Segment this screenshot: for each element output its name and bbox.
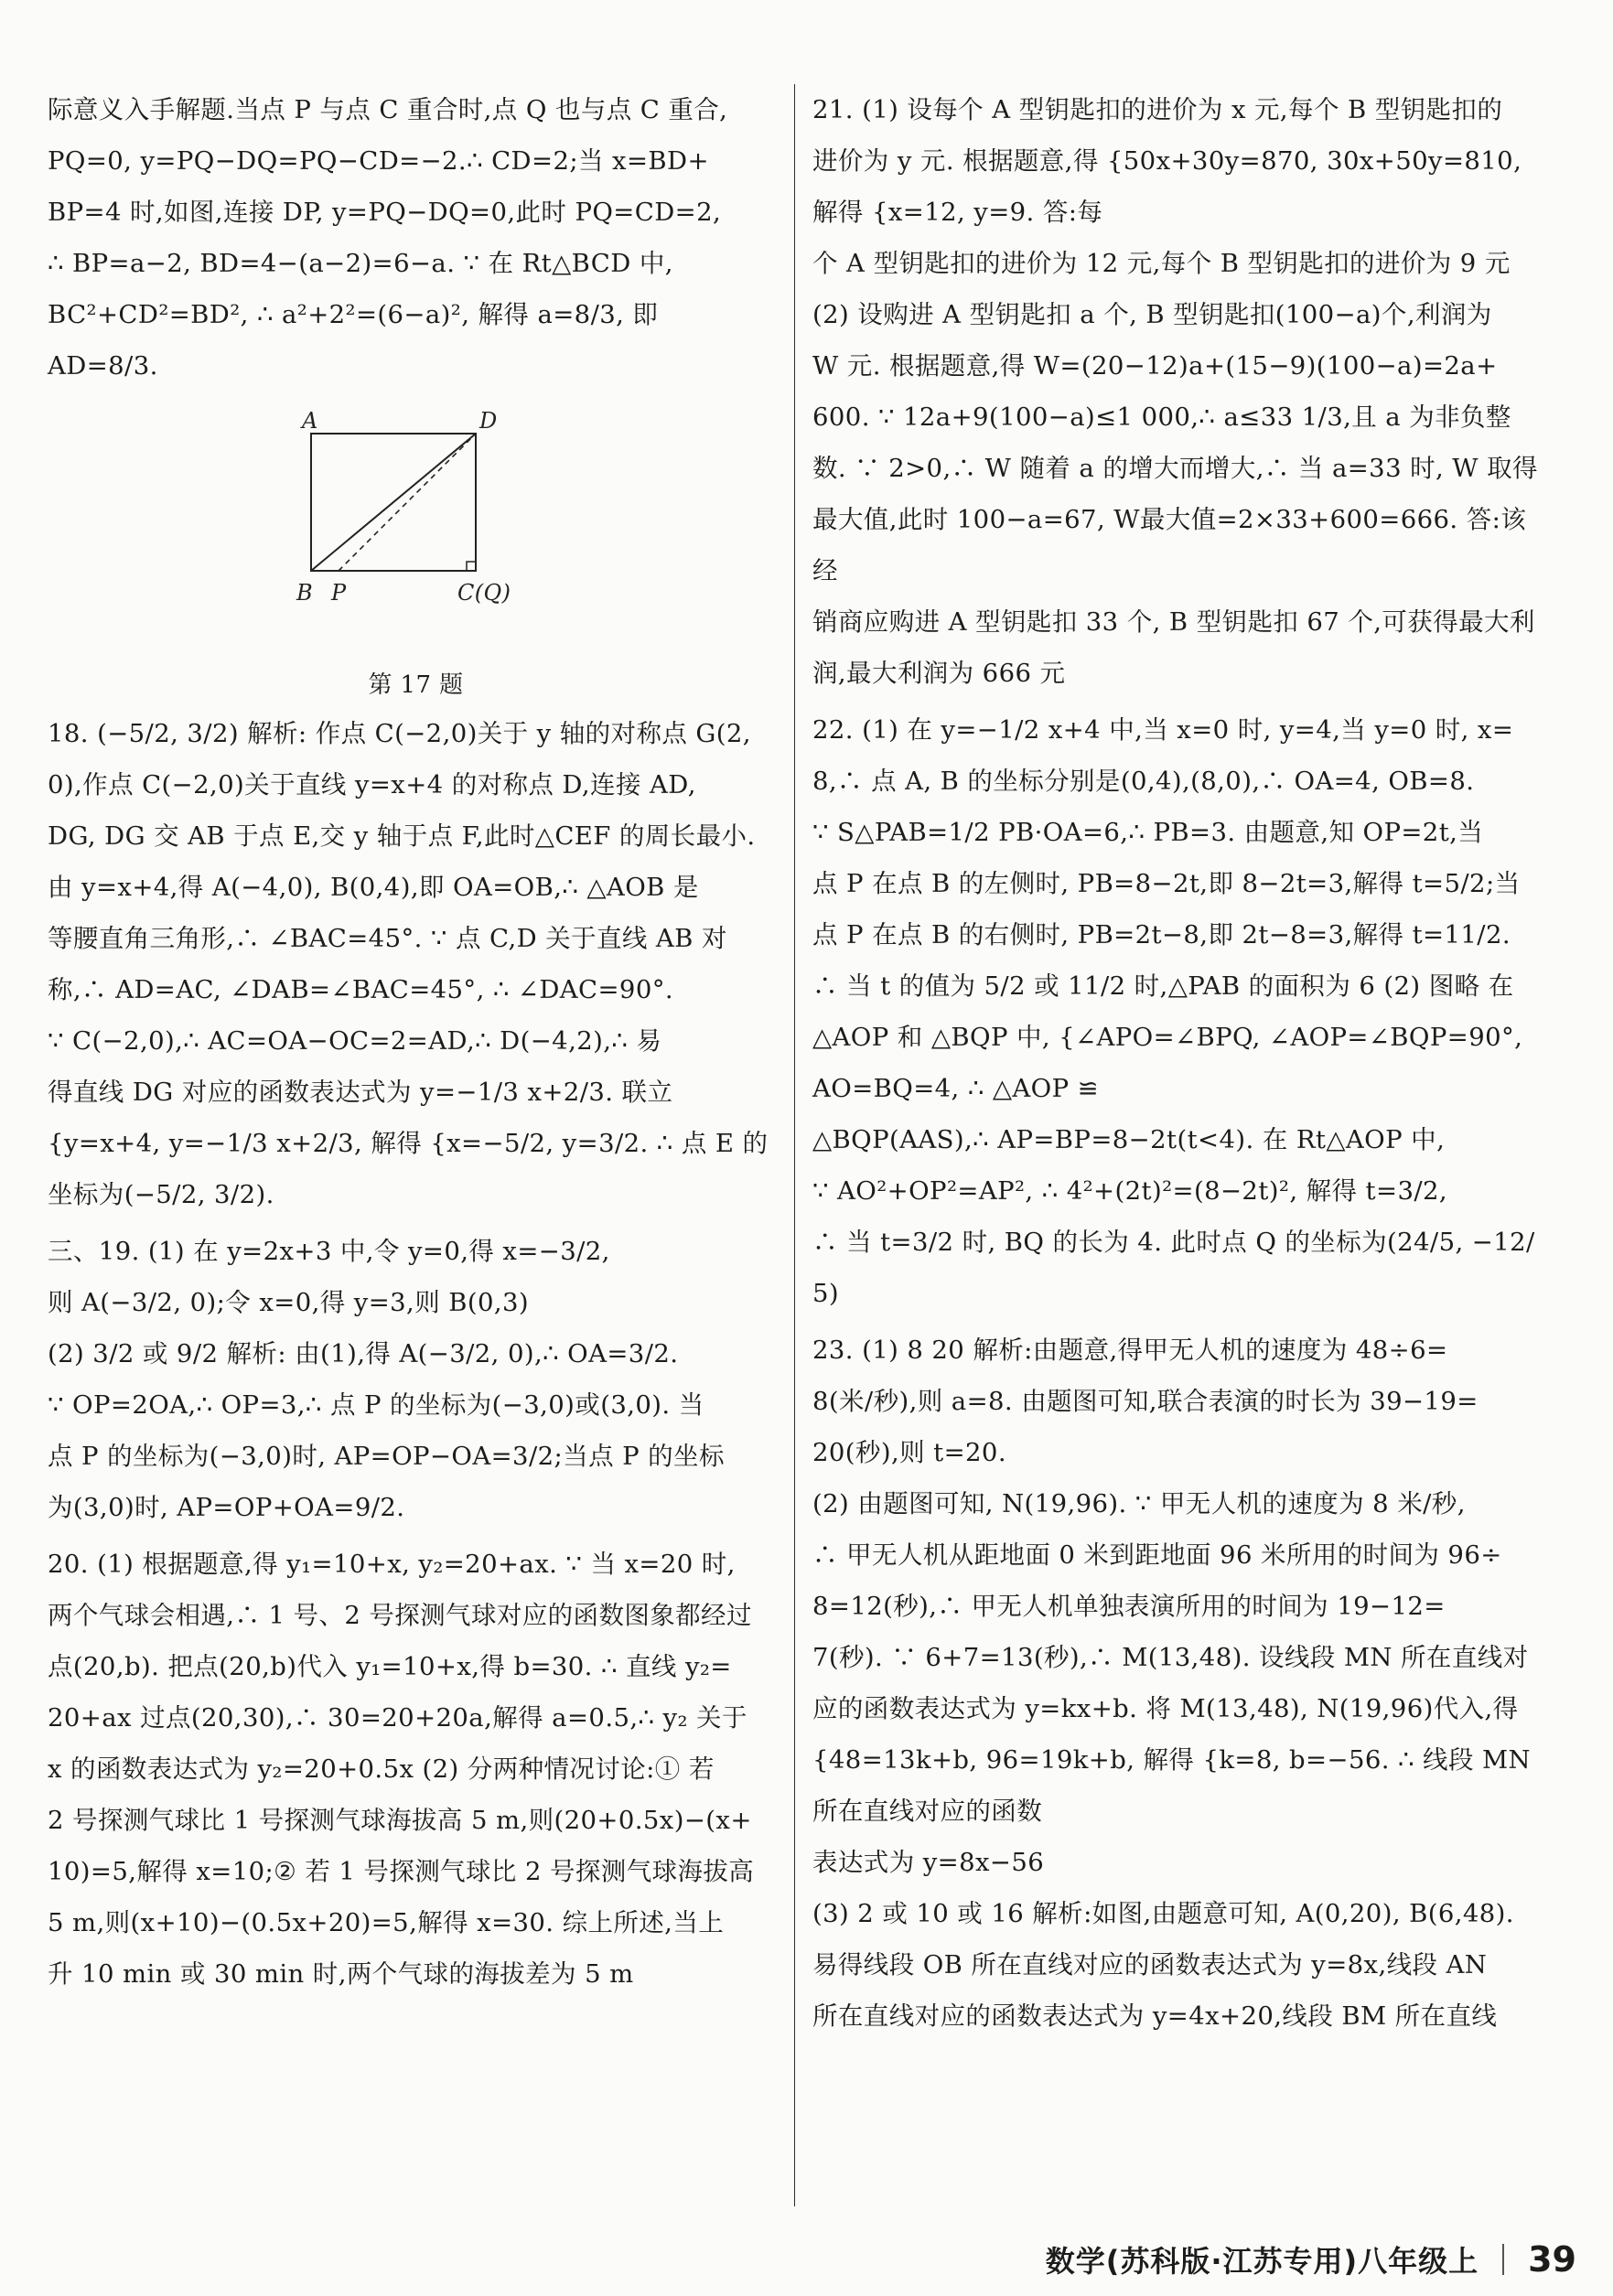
- text-line: 10)=5,解得 x=10;② 若 1 号探测气球比 2 号探测气球海拔高: [48, 1857, 755, 1886]
- text-line: 2 号探测气球比 1 号探测气球海拔高 5 m,则(20+0.5x)−(x+: [48, 1806, 752, 1835]
- page-number: 39: [1528, 2239, 1576, 2280]
- answer-18: [48, 708, 784, 1220]
- figure-caption: 第 17 题: [368, 671, 464, 699]
- text-line: 23. (1) 8 20 解析:由题意,得甲无人机的速度为 48÷6=: [812, 1336, 1448, 1365]
- text-line: {48=13k+b, 96=19k+b, 解得 {k=8, b=−56. ∴ 线段 MN 所在直线对应的函数: [812, 1745, 1532, 1826]
- text-line: ∴ 甲无人机从距地面 0 米到距地面 96 米所用的时间为 96÷: [812, 1540, 1502, 1570]
- text-line: 润,最大利润为 666 元: [812, 659, 1066, 688]
- right-column: [812, 84, 1544, 2047]
- text-line: (3) 2 或 10 或 16 解析:如图,由题意可知, A(0,20), B(6,48).: [812, 1899, 1514, 1928]
- text-line: 600. ∵ 12a+9(100−a)≤1 000,∴ a≤33 1/3,且 a 为非负整: [812, 402, 1511, 432]
- text-line: {y=x+4, y=−1/3 x+2/3, 解得 {x=−5/2, y=3/2. ∴ 点 E 的坐标为(−5/2, 3/2).: [48, 1129, 769, 1209]
- text-line: (2) 由题图可知, N(19,96). ∵ 甲无人机的速度为 8 米/秒,: [812, 1489, 1466, 1518]
- text-line: 点 P 的坐标为(−3,0)时, AP=OP−OA=3/2;当点 P 的坐标: [48, 1442, 725, 1471]
- text-line: AD=8/3.: [48, 351, 158, 381]
- text-line: ∴ 当 t=3/2 时, BQ 的长为 4. 此时点 Q 的坐标为(24/5, −12/5): [812, 1228, 1535, 1308]
- text-line: 应的函数表达式为 y=kx+b. 将 M(13,48), N(19,96)代入,得: [812, 1694, 1519, 1723]
- column-divider: [794, 84, 795, 2206]
- text-line: 7(秒). ∵ 6+7=13(秒),∴ M(13,48). 设线段 MN 所在直线对: [812, 1643, 1529, 1672]
- text-line: 表达式为 y=8x−56: [812, 1848, 1045, 1877]
- text-line: W 元. 根据题意,得 W=(20−12)a+(15−9)(100−a)=2a+: [812, 351, 1498, 381]
- text-line: (2) 设购进 A 型钥匙扣 a 个, B 型钥匙扣(100−a)个,利润为: [812, 300, 1492, 329]
- page-footer: [1046, 2232, 1576, 2287]
- text-line: 个 A 型钥匙扣的进价为 12 元,每个 B 型钥匙扣的进价为 9 元: [812, 249, 1511, 278]
- text-line: 销商应购进 A 型钥匙扣 33 个, B 型钥匙扣 67 个,可获得最大利: [812, 607, 1535, 637]
- rectangle-diagram: [48, 397, 784, 671]
- text-line: 际意义入手解题.当点 P 与点 C 重合时,点 Q 也与点 C 重合,: [48, 95, 728, 124]
- label-A: A: [302, 408, 318, 434]
- text-line: 升 10 min 或 30 min 时,两个气球的海拔差为 5 m: [48, 1959, 634, 1989]
- text-line: BC²+CD²=BD², ∴ a²+2²=(6−a)², 解得 a=8/3, 即: [48, 300, 659, 329]
- text-line: 数. ∵ 2>0,∴ W 随着 a 的增大而增大,∴ 当 a=33 时, W 取得: [812, 454, 1538, 483]
- text-line: DG, DG 交 AB 于点 E,交 y 轴于点 F,此时△CEF 的周长最小.: [48, 821, 756, 851]
- text-line: 称,∴ AD=AC, ∠DAB=∠BAC=45°, ∴ ∠DAC=90°.: [48, 975, 674, 1004]
- text-line: 则 A(−3/2, 0);令 x=0,得 y=3,则 B(0,3): [48, 1288, 530, 1317]
- label-B: B: [296, 580, 314, 606]
- text-line: 点 P 在点 B 的左侧时, PB=8−2t,即 8−2t=3,解得 t=5/2;当: [812, 869, 1521, 898]
- text-line: 20(秒),则 t=20.: [812, 1438, 1006, 1467]
- text-line: ∵ OP=2OA,∴ OP=3,∴ 点 P 的坐标为(−3,0)或(3,0). 当: [48, 1390, 704, 1420]
- text-line: ∵ AO²+OP²=AP², ∴ 4²+(2t)²=(8−2t)², 解得 t=3/2,: [812, 1176, 1448, 1206]
- text-line: 8(米/秒),则 a=8. 由题图可知,联合表演的时长为 39−19=: [812, 1387, 1479, 1416]
- text-line: PQ=0, y=PQ−DQ=PQ−CD=−2.∴ CD=2;当 x=BD+: [48, 146, 709, 176]
- text-line: (2) 3/2 或 9/2 解析: 由(1),得 A(−3/2, 0),∴ OA=3/2.: [48, 1339, 679, 1368]
- text-line: 8=12(秒),∴ 甲无人机单独表演所用的时间为 19−12=: [812, 1592, 1446, 1621]
- text-line: △BQP(AAS),∴ AP=BP=8−2t(t<4). 在 Rt△AOP 中,: [812, 1125, 1446, 1154]
- text-line: 点 P 在点 B 的右侧时, PB=2t−8,即 2t−8=3,解得 t=11/2.: [812, 920, 1511, 950]
- text-line: 20. (1) 根据题意,得 y₁=10+x, y₂=20+ax. ∵ 当 x=20 时,: [48, 1550, 736, 1579]
- left-column: [48, 84, 784, 2005]
- text-line: 得直线 DG 对应的函数表达式为 y=−1/3 x+2/3. 联立: [48, 1078, 673, 1107]
- text-line: x 的函数表达式为 y₂=20+0.5x (2) 分两种情况讨论:① 若: [48, 1754, 715, 1784]
- answer-20: [48, 1539, 784, 2000]
- text-line: 8,∴ 点 A, B 的坐标分别是(0,4),(8,0),∴ OA=4, OB=8.: [812, 767, 1475, 796]
- footer-divider: [1502, 2244, 1504, 2275]
- text-line: △AOP 和 △BQP 中, {∠APO=∠BPQ, ∠AOP=∠BQP=90°, AO=BQ=4, ∴ △AOP ≌: [812, 1023, 1523, 1103]
- answer-21: [812, 84, 1544, 699]
- text-line: 22. (1) 在 y=−1/2 x+4 中,当 x=0 时, y=4,当 y=0 时, x=: [812, 715, 1514, 745]
- text-line: ∵ S△PAB=1/2 PB·OA=6,∴ PB=3. 由题意,知 OP=2t,当: [812, 818, 1484, 847]
- text-line: 两个气球会相遇,∴ 1 号、2 号探测气球对应的函数图象都经过: [48, 1601, 752, 1630]
- text-line: 18. (−5/2, 3/2) 解析: 作点 C(−2,0)关于 y 轴的对称点 G(2,: [48, 719, 751, 748]
- answer-22: [812, 704, 1544, 1319]
- label-CQ: C(Q): [457, 580, 511, 606]
- label-P: P: [331, 580, 347, 606]
- text-line: 由 y=x+4,得 A(−4,0), B(0,4),即 OA=OB,∴ △AOB 是: [48, 873, 699, 902]
- text-line: ∴ BP=a−2, BD=4−(a−2)=6−a. ∵ 在 Rt△BCD 中,: [48, 249, 673, 278]
- label-D: D: [479, 408, 498, 434]
- text-line: BP=4 时,如图,连接 DP, y=PQ−DQ=0,此时 PQ=CD=2,: [48, 198, 722, 227]
- text-line: ∵ C(−2,0),∴ AC=OA−OC=2=AD,∴ D(−4,2),∴ 易: [48, 1026, 662, 1056]
- text-line: 所在直线对应的函数表达式为 y=4x+20,线段 BM 所在直线: [812, 2001, 1498, 2031]
- figure-17: [48, 397, 784, 699]
- text-line: 三、19. (1) 在 y=2x+3 中,令 y=0,得 x=−3/2,: [48, 1237, 610, 1266]
- text-line: 最大值,此时 100−a=67, W最大值=2×33+600=666. 答:该经: [812, 505, 1527, 585]
- text-line: ∴ 当 t 的值为 5/2 或 11/2 时,△PAB 的面积为 6 (2) 图略 在: [812, 971, 1514, 1001]
- answer-19: [48, 1226, 784, 1533]
- answer-17: [48, 84, 784, 392]
- text-line: 进价为 y 元. 根据题意,得 {50x+30y=870, 30x+50y=810, 解得 {x=12, y=9. 答:每: [812, 146, 1522, 227]
- text-line: 0),作点 C(−2,0)关于直线 y=x+4 的对称点 D,连接 AD,: [48, 770, 696, 799]
- answer-23: [812, 1325, 1544, 2042]
- text-line: 5 m,则(x+10)−(0.5x+20)=5,解得 x=30. 综上所述,当上: [48, 1908, 725, 1937]
- text-line: 易得线段 OB 所在直线对应的函数表达式为 y=8x,线段 AN: [812, 1950, 1488, 1979]
- text-line: 点(20,b). 把点(20,b)代入 y₁=10+x,得 b=30. ∴ 直线 y₂=: [48, 1652, 732, 1681]
- book-series-title: 数学(苏科版·江苏专用)八年级上: [1045, 2244, 1479, 2279]
- text-line: 21. (1) 设每个 A 型钥匙扣的进价为 x 元,每个 B 型钥匙扣的: [812, 95, 1503, 124]
- text-line: 为(3,0)时, AP=OP+OA=9/2.: [48, 1493, 405, 1522]
- text-line: 20+ax 过点(20,30),∴ 30=20+20a,解得 a=0.5,∴ y₂ 关于: [48, 1703, 747, 1733]
- text-line: 等腰直角三角形,∴ ∠BAC=45°. ∵ 点 C,D 关于直线 AB 对: [48, 924, 727, 953]
